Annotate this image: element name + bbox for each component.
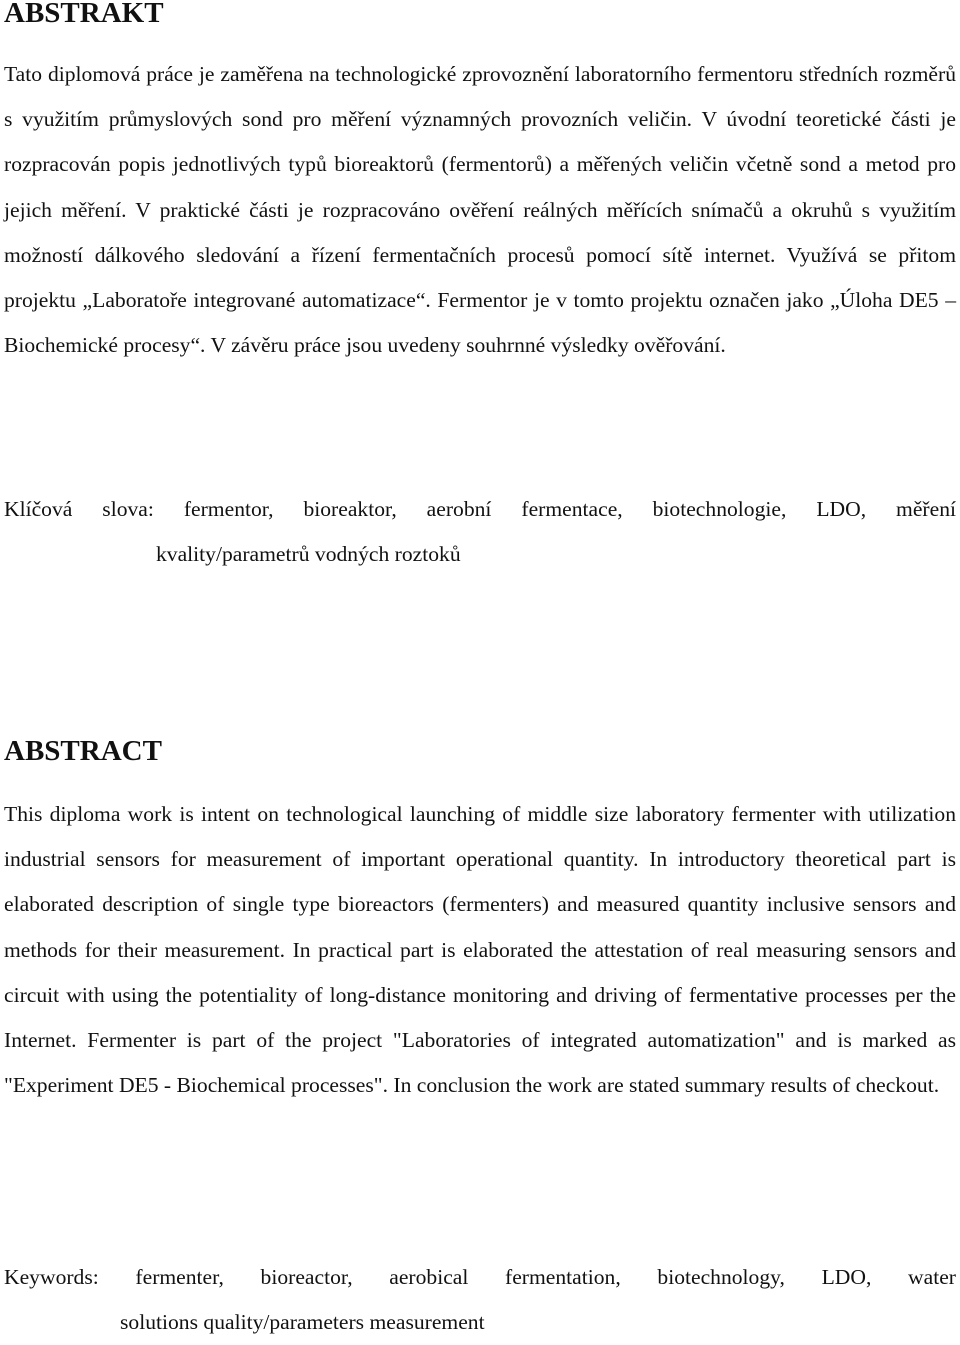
klicova-slova: [4, 487, 956, 577]
abstract-heading: ABSTRACT: [4, 735, 162, 767]
klicova-slova-line-1: Klíčová slova: fermentor, bioreaktor, aerobní fermentace, biotechnologie, LDO, měření: [4, 497, 956, 521]
keywords-line-1: Keywords: fermenter, bioreactor, aerobical fermentation, biotechnology, LDO, water: [4, 1265, 956, 1289]
abstrakt-body: Tato diplomová práce je zaměřena na technologické zprovoznění laboratorního fermentoru středních rozměrů s využitím průmyslových sond pro měření významných provozních veličin. V úvodní teoretické části je rozpracován popis jednotlivých typů bioreaktorů (fermentorů) a měřených veličin včetně sond a metod pro jejich měření. V praktické části je rozpracováno ověření reálných měřících snímačů a okruhů s využitím možností dálkového sledování a řízení fermentačních procesů pomocí sítě internet. Využívá se přitom projektu „Laboratoře integrované automatizace“. Fermentor je v tomto projektu označen jako „Úloha DE5 – Biochemické procesy“. V závěru práce jsou uvedeny souhrnné výsledky ověřování.: [4, 62, 956, 358]
keywords-line-2: solutions quality/parameters measurement: [120, 1310, 485, 1335]
klicova-slova-line-2: kvality/parametrů vodných roztoků: [156, 542, 461, 567]
abstrakt-heading: ABSTRAKT: [4, 0, 164, 29]
abstract-body: This diploma work is intent on technological launching of middle size laboratory fermenter with utilization industrial sensors for measurement of important operational quantity. In introductory theoretical part is elaborated description of single type bioreactors (fermenters) and measured quantity inclusive sensors and methods for their measurement. In practical part is elaborated the attestation of real measuring sensors and circuit with using the potentiality of long-distance monitoring and driving of fermentative processes per the Internet. Fermenter is part of the project "Laboratories of integrated automatization" and is marked as "Experiment DE5 - Biochemical processes". In conclusion the work are stated summary results of checkout.: [4, 802, 956, 1098]
keywords: [4, 1255, 956, 1345]
